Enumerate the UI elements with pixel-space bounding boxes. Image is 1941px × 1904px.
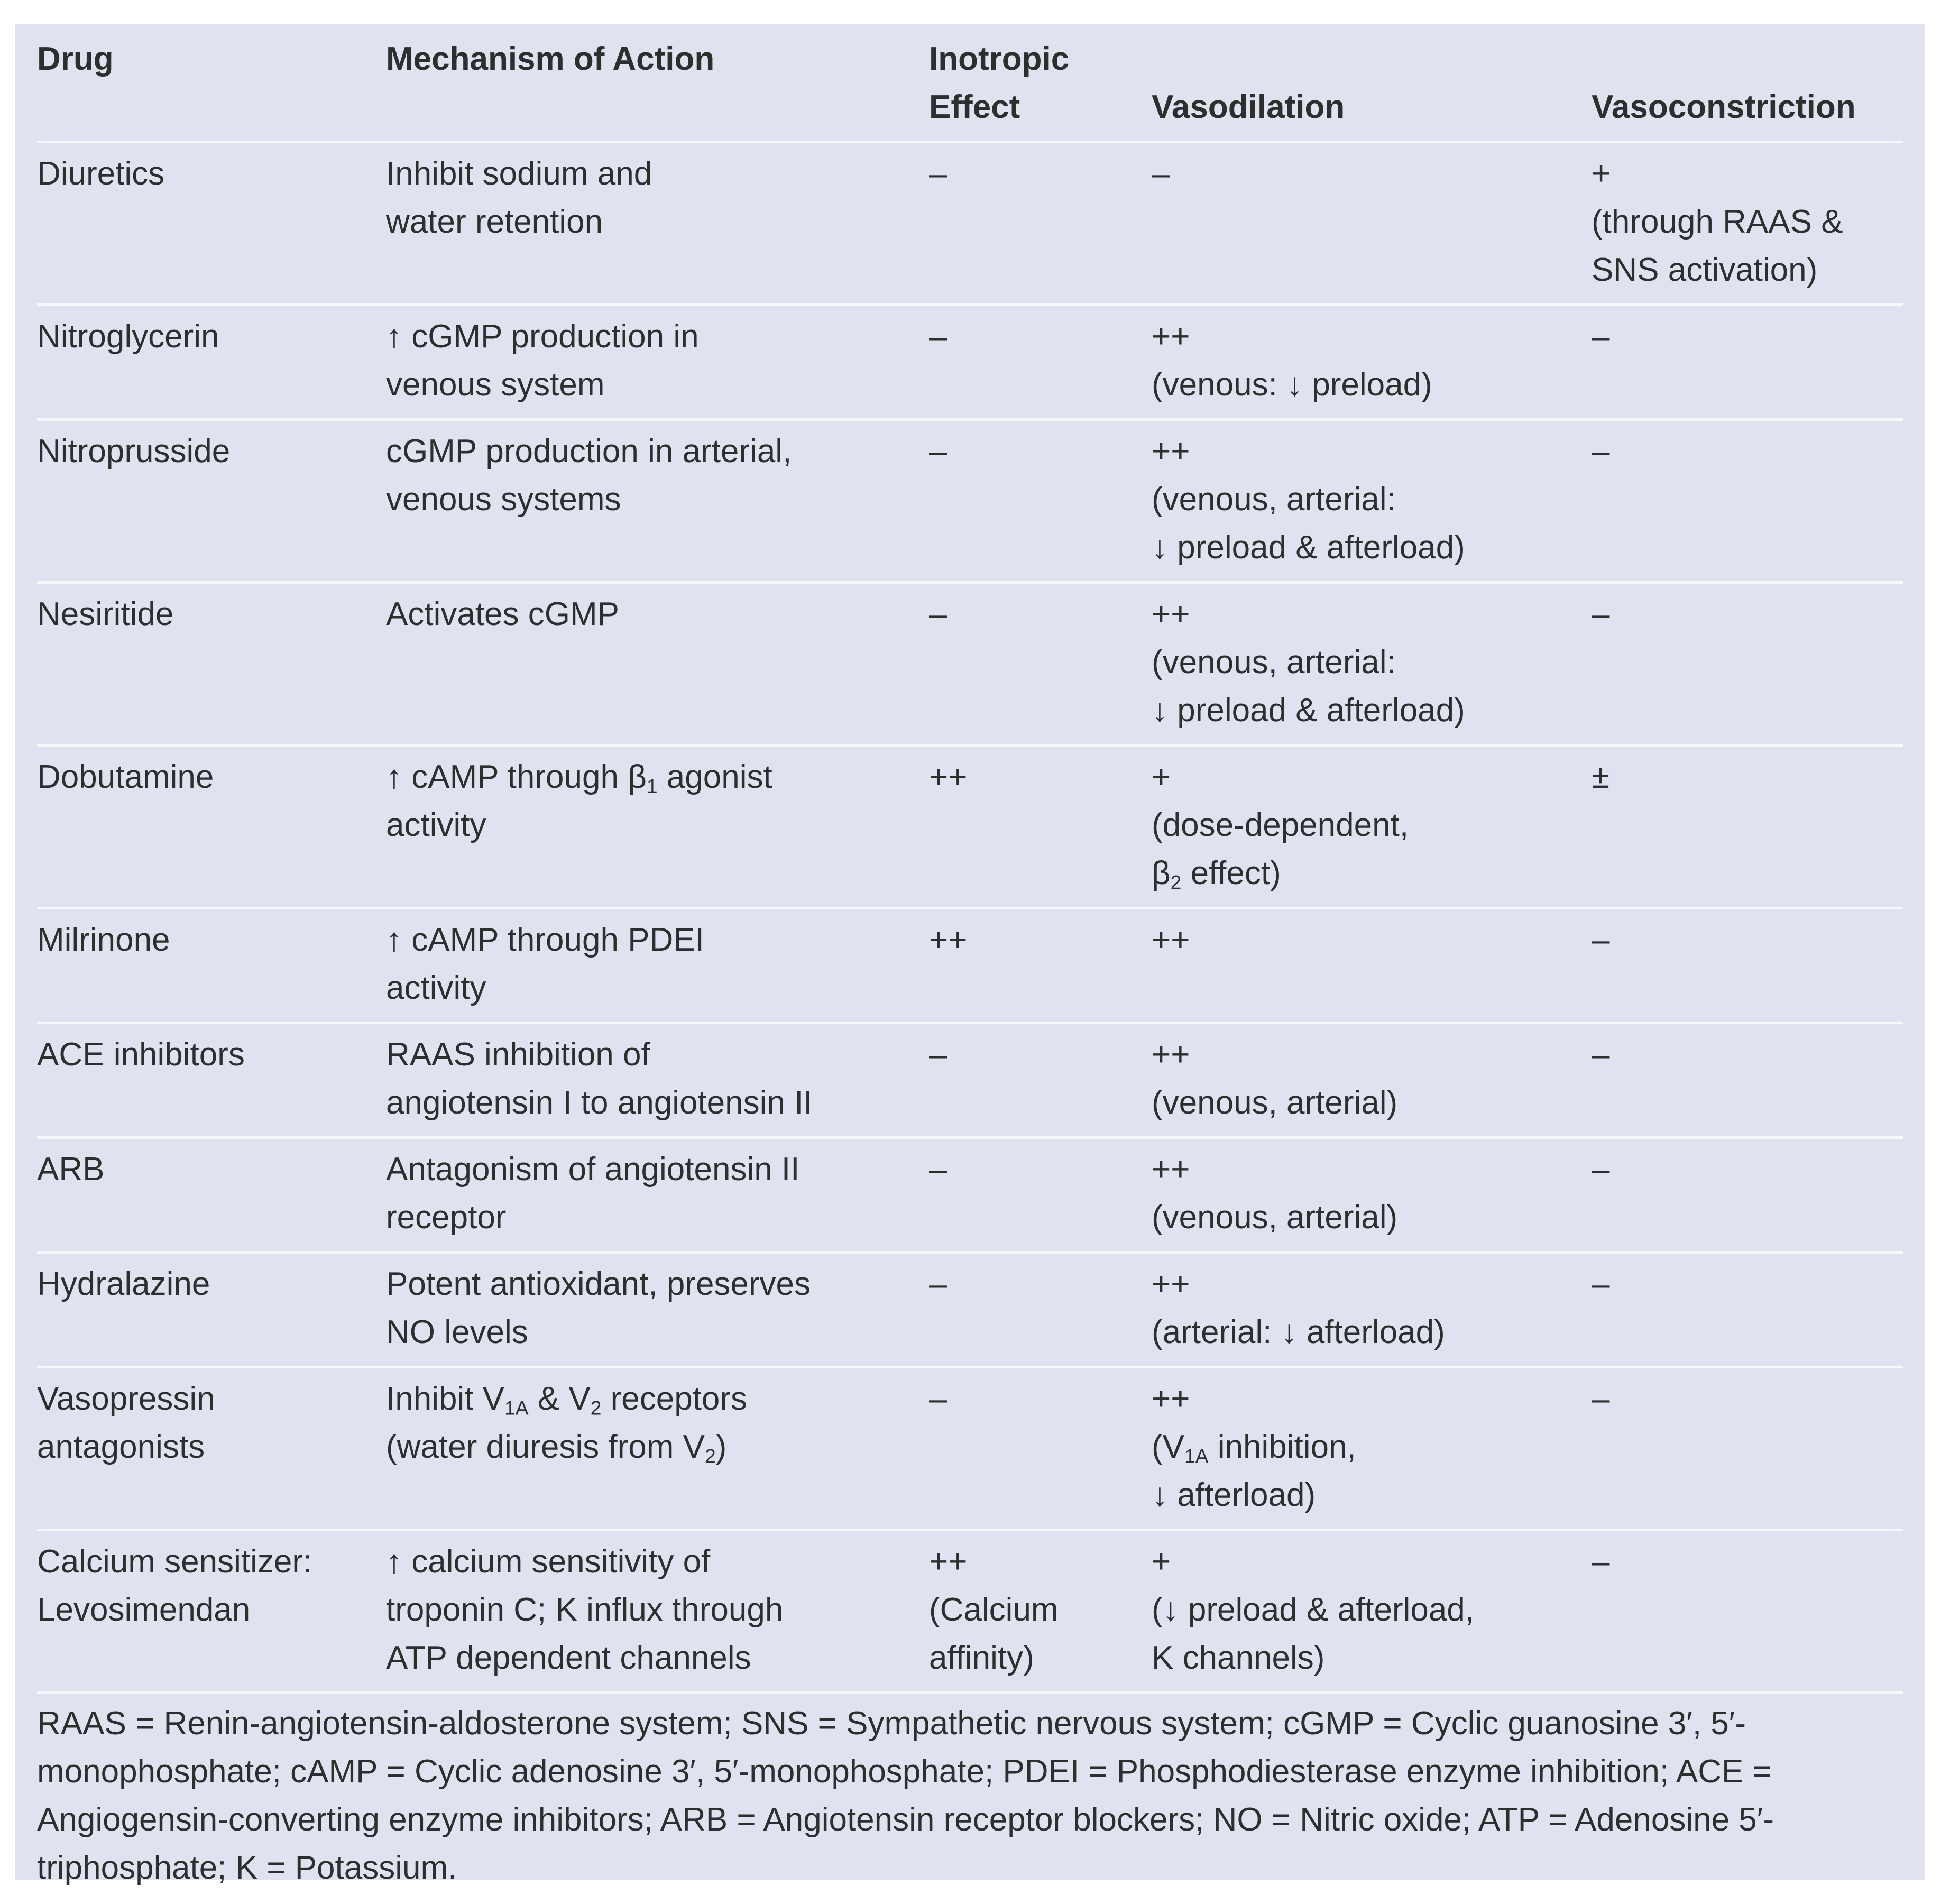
- cell-line: ++: [1152, 922, 1190, 958]
- cell-line: Milrinone: [37, 922, 170, 958]
- cell-vasoconstriction: [1592, 746, 1903, 908]
- cell-inotropic-effect: [929, 1530, 1152, 1693]
- cell-line: Vasoconstriction: [1592, 89, 1856, 125]
- cell-mechanism: [386, 1023, 929, 1138]
- cell-line: (dose-dependent,: [1152, 807, 1409, 843]
- cell-mechanism: [386, 908, 929, 1023]
- cell-vasoconstriction: [1592, 420, 1903, 583]
- cell-line: –: [1592, 1266, 1610, 1302]
- cell-line: Dobutamine: [37, 759, 214, 795]
- cell-mechanism: [386, 1138, 929, 1253]
- column-header-inotropic-effect: [929, 24, 1152, 142]
- cell-line: Activates cGMP: [386, 596, 619, 632]
- cell-line: activity: [386, 970, 486, 1006]
- cell-line: –: [1592, 1151, 1610, 1188]
- cell-line: –: [929, 1151, 947, 1188]
- cell-line: –: [929, 596, 947, 632]
- cell-line: (water diuresis from $V_2$): [386, 1429, 727, 1467]
- cell-line: ++: [929, 922, 968, 958]
- cell-line: ($V_{1A}$ inhibition,: [1152, 1429, 1356, 1467]
- cell-line: –: [929, 318, 947, 355]
- cell-line: ±: [1592, 759, 1610, 795]
- cell-drug: [37, 1138, 386, 1253]
- table-row: [37, 1367, 1903, 1530]
- cell-inotropic-effect: [929, 420, 1152, 583]
- cell-vasodilation: [1152, 1023, 1592, 1138]
- cell-drug: [37, 908, 386, 1023]
- cell-line: ARB: [37, 1151, 105, 1188]
- cell-line: +: [1152, 1543, 1171, 1580]
- cell-line: (venous, arterial:: [1152, 481, 1396, 518]
- cell-inotropic-effect: [929, 746, 1152, 908]
- cell-line: ++: [1152, 596, 1190, 632]
- cell-line: –: [1592, 1381, 1610, 1417]
- cell-line: (venous, arterial:: [1152, 644, 1396, 680]
- cell-line: ++: [1152, 433, 1190, 470]
- table-row: [37, 908, 1903, 1023]
- cell-line: Hydralazine: [37, 1266, 210, 1302]
- cell-vasodilation: [1152, 908, 1592, 1023]
- drug-comparison-table: [37, 24, 1903, 1694]
- cell-mechanism: [386, 1253, 929, 1367]
- cell-inotropic-effect: [929, 1367, 1152, 1530]
- cell-line: ++: [1152, 1381, 1190, 1417]
- cell-line: –: [929, 1381, 947, 1417]
- cell-inotropic-effect: [929, 583, 1152, 746]
- cell-vasoconstriction: [1592, 1138, 1903, 1253]
- table-row: [37, 1138, 1903, 1253]
- cell-vasodilation: [1152, 583, 1592, 746]
- cell-line: Vasodilation: [1152, 89, 1345, 125]
- cell-line: –: [1152, 155, 1170, 192]
- cell-line: +: [1152, 759, 1171, 795]
- cell-inotropic-effect: [929, 305, 1152, 420]
- cell-drug: [37, 305, 386, 420]
- cell-mechanism: [386, 583, 929, 746]
- cell-vasoconstriction: [1592, 1253, 1903, 1367]
- cell-drug: [37, 746, 386, 908]
- cell-inotropic-effect: [929, 908, 1152, 1023]
- cell-line: ++: [1152, 1036, 1190, 1073]
- cell-line: venous system: [386, 366, 605, 403]
- cell-line: Effect: [929, 89, 1020, 125]
- table-row: [37, 1530, 1903, 1693]
- cell-line: angiotensin I to angiotensin II: [386, 1084, 813, 1121]
- cell-line: Nesiritide: [37, 596, 174, 632]
- cell-line: RAAS inhibition of: [386, 1036, 650, 1073]
- cell-line: Levosimendan: [37, 1592, 251, 1628]
- cell-line: K channels): [1152, 1640, 1325, 1676]
- cell-inotropic-effect: [929, 1138, 1152, 1253]
- cell-line: –: [929, 1266, 947, 1302]
- cell-line: –: [1592, 1036, 1610, 1073]
- cell-vasodilation: [1152, 305, 1592, 420]
- cell-line: –: [1592, 318, 1610, 355]
- cell-line: Inotropic: [929, 41, 1070, 77]
- cell-vasoconstriction: [1592, 305, 1903, 420]
- cell-drug: [37, 142, 386, 305]
- column-header-vasoconstriction: [1592, 24, 1903, 142]
- cell-line: venous systems: [386, 481, 621, 518]
- cell-line: Inhibit sodium and: [386, 155, 652, 192]
- cell-inotropic-effect: [929, 1253, 1152, 1367]
- cell-line: Nitroglycerin: [37, 318, 219, 355]
- cell-mechanism: [386, 746, 929, 908]
- cell-line: ↑ cAMP through PDEI: [386, 922, 704, 958]
- cell-line: Potent antioxidant, preserves: [386, 1266, 811, 1302]
- cell-line: Mechanism of Action: [386, 41, 715, 77]
- cell-line: (venous, arterial): [1152, 1199, 1398, 1236]
- cell-line: (through RAAS &: [1592, 204, 1843, 240]
- cell-vasodilation: [1152, 1530, 1592, 1693]
- cell-vasoconstriction: [1592, 142, 1903, 305]
- cell-drug: [37, 1530, 386, 1693]
- column-header-mechanism: [386, 24, 929, 142]
- cell-vasoconstriction: [1592, 1367, 1903, 1530]
- cell-line: –: [1592, 1543, 1610, 1580]
- cell-vasodilation: [1152, 1253, 1592, 1367]
- cell-line: NO levels: [386, 1314, 528, 1350]
- table-row: [37, 1023, 1903, 1138]
- cell-line: –: [929, 155, 947, 192]
- cell-line: (↓ preload & afterload,: [1152, 1592, 1475, 1628]
- cell-vasodilation: [1152, 746, 1592, 908]
- cell-line: ↓ preload & afterload): [1152, 529, 1465, 566]
- cell-line: –: [929, 433, 947, 470]
- cell-line: Nitroprusside: [37, 433, 231, 470]
- cell-vasoconstriction: [1592, 1023, 1903, 1138]
- column-header-vasodilation: [1152, 24, 1592, 142]
- cell-line: ++: [1152, 1151, 1190, 1188]
- cell-line: troponin C; K influx through: [386, 1592, 784, 1628]
- cell-line: ACE inhibitors: [37, 1036, 245, 1073]
- cell-line: ++: [1152, 318, 1190, 355]
- cell-line: Vasopressin: [37, 1381, 215, 1417]
- cell-line: activity: [386, 807, 486, 843]
- cell-mechanism: [386, 305, 929, 420]
- cell-line: ++: [1152, 1266, 1190, 1302]
- cell-vasoconstriction: [1592, 1530, 1903, 1693]
- cell-line: Antagonism of angiotensin II: [386, 1151, 800, 1188]
- cell-line: Drug: [37, 41, 114, 77]
- cell-line: ↑ cAMP through $\beta_1$ agonist: [386, 759, 772, 797]
- cell-drug: [37, 420, 386, 583]
- cell-line: ++: [929, 759, 968, 795]
- drug-table-panel: [15, 24, 1925, 1886]
- cell-line: (arterial: ↓ afterload): [1152, 1314, 1445, 1350]
- cell-line: water retention: [386, 204, 603, 240]
- cell-line: cGMP production in arterial,: [386, 433, 792, 470]
- cell-line: ATP dependent channels: [386, 1640, 751, 1676]
- cell-mechanism: [386, 1367, 929, 1530]
- cell-drug: [37, 1023, 386, 1138]
- cell-line: SNS activation): [1592, 252, 1818, 288]
- cell-line: ++: [929, 1543, 968, 1580]
- cell-vasodilation: [1152, 420, 1592, 583]
- cell-line: receptor: [386, 1199, 507, 1236]
- cell-line: Inhibit $V_{1A}$ & $V_2$ receptors: [386, 1381, 748, 1419]
- cell-vasoconstriction: [1592, 908, 1903, 1023]
- table-row: [37, 142, 1903, 305]
- table-row: [37, 746, 1903, 908]
- cell-line: +: [1592, 155, 1611, 192]
- cell-vasodilation: [1152, 1367, 1592, 1530]
- table-row: [37, 305, 1903, 420]
- cell-vasodilation: [1152, 142, 1592, 305]
- cell-mechanism: [386, 1530, 929, 1693]
- cell-line: $\beta_2$ effect): [1152, 855, 1281, 894]
- table-row: [37, 1253, 1903, 1367]
- cell-inotropic-effect: [929, 142, 1152, 305]
- cell-line: ↓ preload & afterload): [1152, 692, 1465, 729]
- cell-line: Diuretics: [37, 155, 165, 192]
- cell-line: ↑ cGMP production in: [386, 318, 699, 355]
- cell-line: –: [929, 1036, 947, 1073]
- cell-line: antagonists: [37, 1429, 205, 1465]
- cell-line: (venous, arterial): [1152, 1084, 1398, 1121]
- cell-vasodilation: [1152, 1138, 1592, 1253]
- cell-inotropic-effect: [929, 1023, 1152, 1138]
- table-footnote: RAAS = Renin-angiotensin-aldosterone system; SNS = Sympathetic nervous system; cGMP = Cyclic guanosine 3′, 5′-monophosphate; cAMP = Cyclic adenosine 3′, 5′-monophosphate; PDEI = Phosphodiesterase enzyme inhibition; ACE = Angiogensin-converting enzyme inhibitors; ARB = Angiotensin receptor blockers; NO = Nitric oxide; ATP = Adenosine 5′-triphosphate; K = Potassium.: [37, 1705, 1774, 1886]
- cell-drug: [37, 1367, 386, 1530]
- table-row: [37, 420, 1903, 583]
- table-row: [37, 583, 1903, 746]
- cell-line: ↓ afterload): [1152, 1477, 1316, 1513]
- cell-drug: [37, 583, 386, 746]
- cell-line: –: [1592, 433, 1610, 470]
- header-row: [37, 24, 1903, 142]
- cell-line: Calcium sensitizer:: [37, 1543, 312, 1580]
- cell-vasoconstriction: [1592, 583, 1903, 746]
- cell-mechanism: [386, 142, 929, 305]
- cell-drug: [37, 1253, 386, 1367]
- cell-line: ↑ calcium sensitivity of: [386, 1543, 711, 1580]
- cell-line: (Calcium: [929, 1592, 1059, 1628]
- cell-line: –: [1592, 596, 1610, 632]
- cell-line: –: [1592, 922, 1610, 958]
- cell-line: affinity): [929, 1640, 1034, 1676]
- cell-line: (venous: ↓ preload): [1152, 366, 1432, 403]
- column-header-drug: [37, 24, 386, 142]
- cell-mechanism: [386, 420, 929, 583]
